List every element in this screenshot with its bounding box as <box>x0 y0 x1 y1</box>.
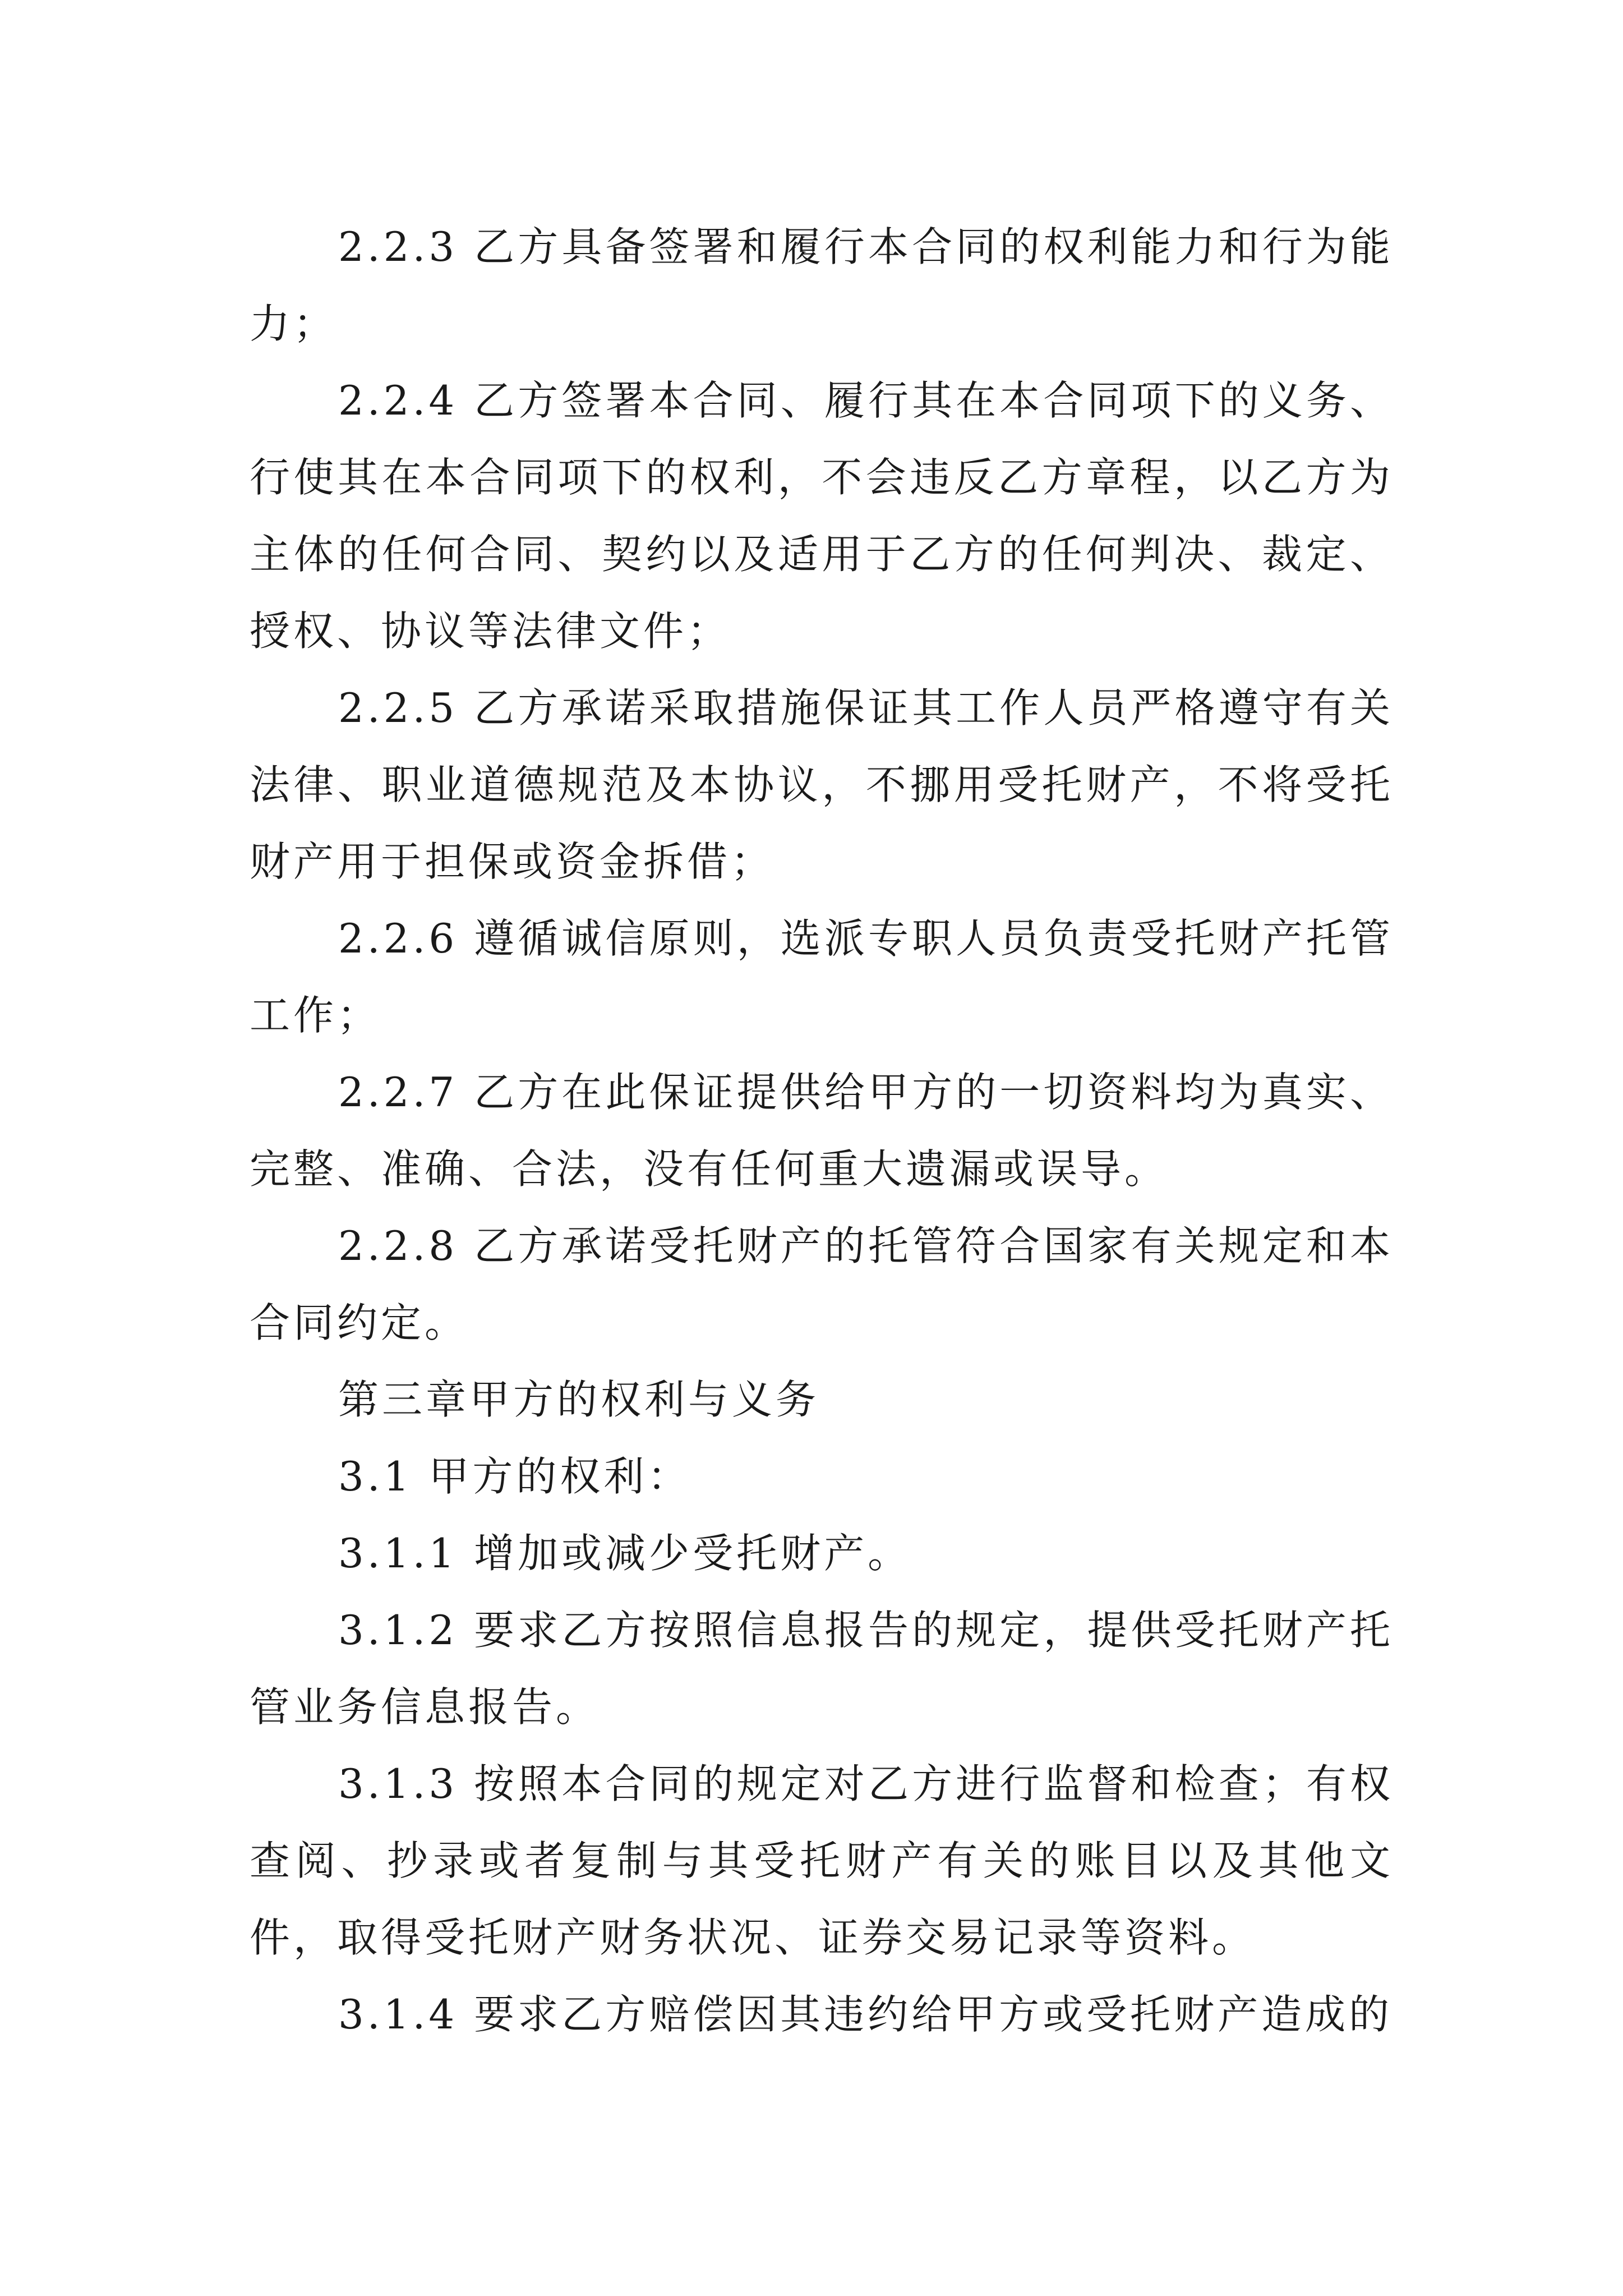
paragraph-2-2-5: 2.2.5 乙方承诺采取措施保证其工作人员严格遵守有关法律、职业道德规范及本协议，不挪用受托财产，不将受托财产用于担保或资金拆借； <box>250 684 1394 885</box>
paragraph-3-1-3: 3.1.3 按照本合同的规定对乙方进行监督和检查；有权查阅、抄录或者复制与其受托财产有关的账目以及其他文件，取得受托财产财务状况、证券交易记录等资料。 <box>250 1760 1394 1961</box>
paragraph-2-2-4: 2.2.4 乙方签署本合同、履行其在本合同项下的义务、行使其在本合同项下的权利，不会违反乙方章程，以乙方为主体的任何合同、契约以及适用于乙方的任何判决、裁定、授权、协议等法律文件； <box>250 377 1394 655</box>
paragraph-3-1-2: 3.1.2 要求乙方按照信息报告的规定，提供受托财产托管业务信息报告。 <box>250 1607 1394 1731</box>
section-3-1-heading: 3.1 甲方的权利： <box>338 1453 691 1500</box>
paragraph-2-2-7: 2.2.7 乙方在此保证提供给甲方的一切资料均为真实、完整、准确、合法，没有任何重大遗漏或误导。 <box>250 1069 1394 1193</box>
document-body <box>250 209 1394 2053</box>
chapter-3-heading: 第三章甲方的权利与义务 <box>338 1376 820 1423</box>
paragraph-2-2-8: 2.2.8 乙方承诺受托财产的托管符合国家有关规定和本合同约定。 <box>250 1222 1394 1346</box>
paragraph-3-1-4: 3.1.4 要求乙方赔偿因其违约给甲方或受托财产造成的 <box>338 1991 1393 2038</box>
paragraph-2-2-3: 2.2.3 乙方具备签署和履行本合同的权利能力和行为能力； <box>250 223 1394 347</box>
paragraph-2-2-6: 2.2.6 遵循诚信原则，选派专职人员负责受托财产托管工作； <box>250 915 1394 1039</box>
paragraph-3-1-1: 3.1.1 增加或减少受托财产。 <box>338 1530 912 1577</box>
